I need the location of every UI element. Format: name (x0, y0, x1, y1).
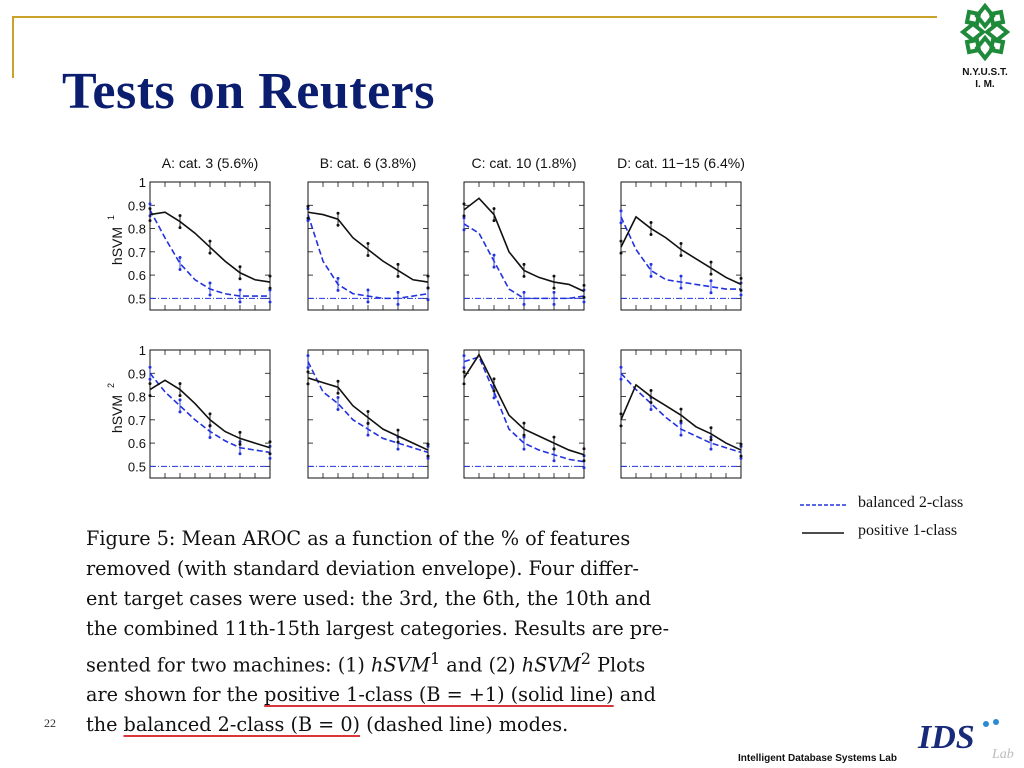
dashed-series-errorbar-cap (493, 396, 496, 399)
dashed-series-errorbar-cap (427, 298, 430, 301)
y-axis-label: hSVM (109, 394, 125, 434)
dashed-series-errorbar-cap (179, 398, 182, 401)
solid-series-errorbar-cap (397, 441, 400, 444)
ids-lab-logo (912, 712, 1022, 764)
solid-series-errorbar-cap (493, 207, 496, 210)
caption-line (86, 710, 776, 740)
solid-series-errorbar-cap (337, 224, 340, 227)
dashed-series-errorbar-cap (367, 434, 370, 437)
dashed-series-errorbar-cap (367, 301, 370, 304)
solid-series-errorbar-cap (710, 438, 713, 441)
solid-series-errorbar-cap (239, 431, 242, 434)
solid-series-errorbar-cap (493, 219, 496, 222)
y-axis-label-sup: 1 (106, 214, 116, 220)
solid-series-errorbar-cap (367, 254, 370, 257)
solid-series-errorbar-cap (209, 240, 212, 243)
ids-star-icon (983, 721, 989, 727)
dashed-series-errorbar-cap (493, 254, 496, 257)
caption-line: ent target cases were used: the 3rd, the 6th, the 10th and (86, 587, 652, 610)
solid-series-errorbar-cap (269, 275, 272, 278)
footer-lab-name: Intelligent Database Systems Lab (738, 753, 897, 764)
column-title: D: cat. 11−15 (6.4%) (617, 155, 745, 171)
column-title: C: cat. 10 (1.8%) (471, 155, 577, 171)
dashed-series-errorbar-cap (149, 378, 152, 381)
solid-series-errorbar-cap (583, 284, 586, 287)
solid-series-errorbar-cap (239, 277, 242, 280)
dashed-series-errorbar-cap (650, 263, 653, 266)
dashed-series-errorbar-cap (740, 294, 743, 297)
solid-series-errorbar-cap (239, 443, 242, 446)
solid-series-errorbar-cap (710, 426, 713, 429)
dashed-series-errorbar-cap (493, 266, 496, 269)
caption-math-sup1: 1 (430, 649, 441, 668)
caption-text: and (2) (440, 653, 522, 677)
legend-label-dashed: balanced 2-class (858, 494, 964, 511)
solid-series-errorbar-cap (523, 263, 526, 266)
dashed-series-errorbar-cap (680, 275, 683, 278)
dashed-series-errorbar-cap (179, 256, 182, 259)
slide-title: Tests on Reuters (62, 63, 435, 120)
caption-math-hsvm1: hSVM (371, 653, 431, 677)
dashed-series-errorbar-cap (269, 457, 272, 460)
dashed-series-errorbar-cap (463, 228, 466, 231)
legend-item-dashed (798, 494, 1018, 514)
dashed-series-errorbar-cap (239, 289, 242, 292)
solid-line-swatch-icon (798, 522, 852, 542)
y-tick-label: 0.8 (127, 221, 146, 237)
frame-left-rule (12, 16, 14, 78)
dashed-series-errorbar-cap (337, 289, 340, 292)
caption-math-sup2: 2 (580, 649, 591, 668)
dashed-series-errorbar-cap (337, 396, 340, 399)
y-tick-label: 0.7 (127, 244, 146, 260)
solid-series-errorbar-cap (337, 392, 340, 395)
solid-series-errorbar-cap (680, 254, 683, 257)
solid-series-errorbar-cap (740, 289, 743, 292)
dashed-series-errorbar-cap (710, 291, 713, 294)
solid-series-errorbar-cap (553, 448, 556, 451)
caption-text: Plots (590, 653, 646, 677)
dashed-series-errorbar-cap (397, 291, 400, 294)
dashed-series-errorbar-cap (650, 275, 653, 278)
dashed-series-errorbar-cap (337, 408, 340, 411)
dashed-series-errorbar-cap (620, 221, 623, 224)
solid-series-errorbar-cap (239, 265, 242, 268)
dashed-series-errorbar-cap (209, 294, 212, 297)
solid-series-errorbar-cap (620, 412, 623, 415)
solid-series-errorbar-cap (307, 205, 310, 208)
dashed-series-errorbar-cap (397, 303, 400, 306)
solid-series-errorbar-cap (680, 408, 683, 411)
ids-lab-text: Lab (992, 747, 1014, 762)
solid-series-errorbar-cap (583, 447, 586, 450)
solid-series-errorbar-cap (149, 207, 152, 210)
dashed-series-errorbar-cap (583, 301, 586, 304)
y-tick-label: 0.6 (127, 268, 146, 284)
nyust-logo (946, 2, 1024, 92)
dashed-series-errorbar-cap (307, 354, 310, 357)
y-tick-label: 0.7 (127, 412, 146, 428)
solid-series-errorbar-cap (620, 240, 623, 243)
caption-line (86, 644, 776, 680)
solid-series-errorbar-cap (397, 263, 400, 266)
solid-series-errorbar-cap (307, 382, 310, 385)
dashed-series-errorbar-cap (209, 436, 212, 439)
caption-text: are shown for the (86, 683, 265, 707)
legend-item-solid (798, 522, 1018, 542)
solid-series-errorbar-cap (307, 370, 310, 373)
dashed-series-errorbar-cap (710, 279, 713, 282)
dashed-series-errorbar-cap (179, 410, 182, 413)
figure-charts (100, 150, 800, 490)
solid-series-errorbar-cap (650, 401, 653, 404)
column-title: A: cat. 3 (5.6%) (161, 155, 259, 171)
caption-line (86, 680, 776, 710)
dashed-series-errorbar-cap (620, 209, 623, 212)
solid-series-errorbar-cap (179, 394, 182, 397)
solid-series-errorbar-cap (553, 436, 556, 439)
dashed-series-errorbar-cap (680, 434, 683, 437)
dashed-series-errorbar-cap (710, 448, 713, 451)
solid-series-errorbar-cap (209, 252, 212, 255)
solid-series-errorbar-cap (553, 275, 556, 278)
caption-text: sented for two machines: (1) (86, 653, 371, 677)
solid-series-errorbar-cap (337, 380, 340, 383)
dashed-series-errorbar-cap (553, 459, 556, 462)
solid-series-errorbar-cap (149, 394, 152, 397)
figure-caption (86, 524, 776, 740)
solid-series-errorbar-cap (650, 389, 653, 392)
panel-frame (464, 350, 584, 478)
solid-series-errorbar-cap (650, 221, 653, 224)
dashed-series-errorbar-cap (239, 452, 242, 455)
solid-series-errorbar-cap (493, 389, 496, 392)
dashed-series-errorbar-cap (553, 303, 556, 306)
y-axis-label: hSVM (109, 226, 125, 266)
solid-series-errorbar-cap (149, 219, 152, 222)
dashed-series-errorbar-cap (650, 408, 653, 411)
page-number: 22 (44, 716, 56, 730)
dashed-series-errorbar-cap (463, 366, 466, 369)
solid-series-errorbar-cap (523, 422, 526, 425)
solid-series-errorbar-cap (740, 277, 743, 280)
solid-series-errorbar-cap (209, 412, 212, 415)
solid-series-errorbar-cap (583, 296, 586, 299)
caption-text: the (86, 713, 124, 737)
solid-series-errorbar-cap (620, 424, 623, 427)
caption-line: the combined 11th-15th largest categories. Results are pre- (86, 617, 670, 640)
dashed-series-errorbar-cap (680, 287, 683, 290)
solid-series-errorbar-cap (710, 273, 713, 276)
caption-line: removed (with standard deviation envelope). Four differ- (86, 557, 640, 580)
solid-series-errorbar-cap (680, 242, 683, 245)
dashed-series-errorbar-cap (149, 202, 152, 205)
column-title: B: cat. 6 (3.8%) (319, 155, 417, 171)
solid-series-errorbar-cap (269, 287, 272, 290)
dashed-line-swatch-icon (798, 494, 852, 514)
ids-logo-text: IDS (918, 719, 975, 756)
dashed-series-errorbar-cap (337, 277, 340, 280)
dashed-series-errorbar-cap (209, 282, 212, 285)
dashed-series-errorbar-cap (523, 291, 526, 294)
solid-series-errorbar-cap (427, 275, 430, 278)
dashed-series-errorbar-cap (307, 366, 310, 369)
dashed-series-errorbar-cap (553, 291, 556, 294)
caption-text: and (613, 683, 656, 707)
solid-series-errorbar-cap (337, 212, 340, 215)
solid-series-errorbar-cap (553, 287, 556, 290)
y-tick-label: 0.5 (127, 291, 146, 307)
dashed-series-errorbar-cap (269, 301, 272, 304)
solid-series-errorbar-cap (650, 233, 653, 236)
dashed-series-errorbar-cap (583, 466, 586, 469)
solid-series-errorbar-cap (397, 275, 400, 278)
solid-series-errorbar-cap (179, 226, 182, 229)
solid-series-errorbar-cap (269, 452, 272, 455)
solid-series-errorbar-cap (523, 275, 526, 278)
dashed-series-errorbar-cap (367, 289, 370, 292)
solid-series-errorbar-cap (463, 382, 466, 385)
y-tick-label: 0.9 (127, 198, 146, 214)
caption-underlined-dashed: balanced 2-class (B = 0) (123, 713, 361, 737)
solid-series-errorbar-cap (367, 410, 370, 413)
caption-underlined-solid: positive 1-class (B = +1) (solid line) (264, 683, 614, 707)
nyust-emblem-icon (959, 2, 1011, 62)
dashed-series-errorbar-cap (523, 303, 526, 306)
dashed-series-errorbar-cap (397, 448, 400, 451)
y-tick-label: 1 (138, 175, 146, 190)
solid-series-errorbar-cap (427, 455, 430, 458)
solid-series-errorbar-cap (740, 455, 743, 458)
solid-series-errorbar-cap (269, 440, 272, 443)
y-tick-label: 0.9 (127, 366, 146, 382)
dashed-series-errorbar-cap (620, 366, 623, 369)
caption-text: (dashed line) modes. (360, 713, 569, 737)
y-tick-label: 1 (138, 343, 146, 358)
solid-series-errorbar-cap (493, 377, 496, 380)
solid-series-errorbar-cap (149, 382, 152, 385)
y-tick-label: 0.5 (127, 459, 146, 475)
solid-series-errorbar-cap (740, 443, 743, 446)
y-tick-label: 0.8 (127, 389, 146, 405)
logo-text-line2: I. M. (975, 79, 995, 90)
dashed-series-line (464, 224, 584, 298)
y-tick-label: 0.6 (127, 436, 146, 452)
solid-series-errorbar-cap (427, 443, 430, 446)
solid-series-errorbar-cap (620, 252, 623, 255)
dashed-series-line (308, 362, 428, 453)
logo-text-line1: N.Y.U.S.T. (962, 67, 1008, 78)
legend (798, 494, 1018, 544)
solid-series-errorbar-cap (463, 202, 466, 205)
y-axis-label-sup: 2 (106, 382, 116, 388)
solid-series-errorbar-cap (710, 261, 713, 264)
dashed-series-errorbar-cap (463, 354, 466, 357)
solid-series-errorbar-cap (463, 370, 466, 373)
dashed-series-errorbar-cap (523, 448, 526, 451)
caption-math-hsvm2: hSVM (521, 653, 581, 677)
solid-series-errorbar-cap (307, 217, 310, 220)
solid-series-errorbar-cap (179, 214, 182, 217)
solid-series-errorbar-cap (583, 459, 586, 462)
dashed-series-errorbar-cap (149, 366, 152, 369)
solid-series-errorbar-cap (463, 214, 466, 217)
dashed-series-errorbar-cap (179, 268, 182, 271)
frame-top-rule (12, 16, 937, 18)
legend-label-solid: positive 1-class (858, 522, 958, 539)
caption-line: Figure 5: Mean AROC as a function of the % of features (86, 527, 631, 550)
dashed-series-errorbar-cap (239, 301, 242, 304)
solid-series-errorbar-cap (367, 422, 370, 425)
solid-series-errorbar-cap (367, 242, 370, 245)
ids-star-icon (993, 719, 999, 725)
dashed-series-errorbar-cap (620, 378, 623, 381)
solid-series-errorbar-cap (427, 287, 430, 290)
solid-series-errorbar-cap (179, 382, 182, 385)
solid-series-errorbar-cap (209, 424, 212, 427)
solid-series-errorbar-cap (523, 434, 526, 437)
solid-series-errorbar-cap (397, 429, 400, 432)
solid-series-errorbar-cap (680, 420, 683, 423)
